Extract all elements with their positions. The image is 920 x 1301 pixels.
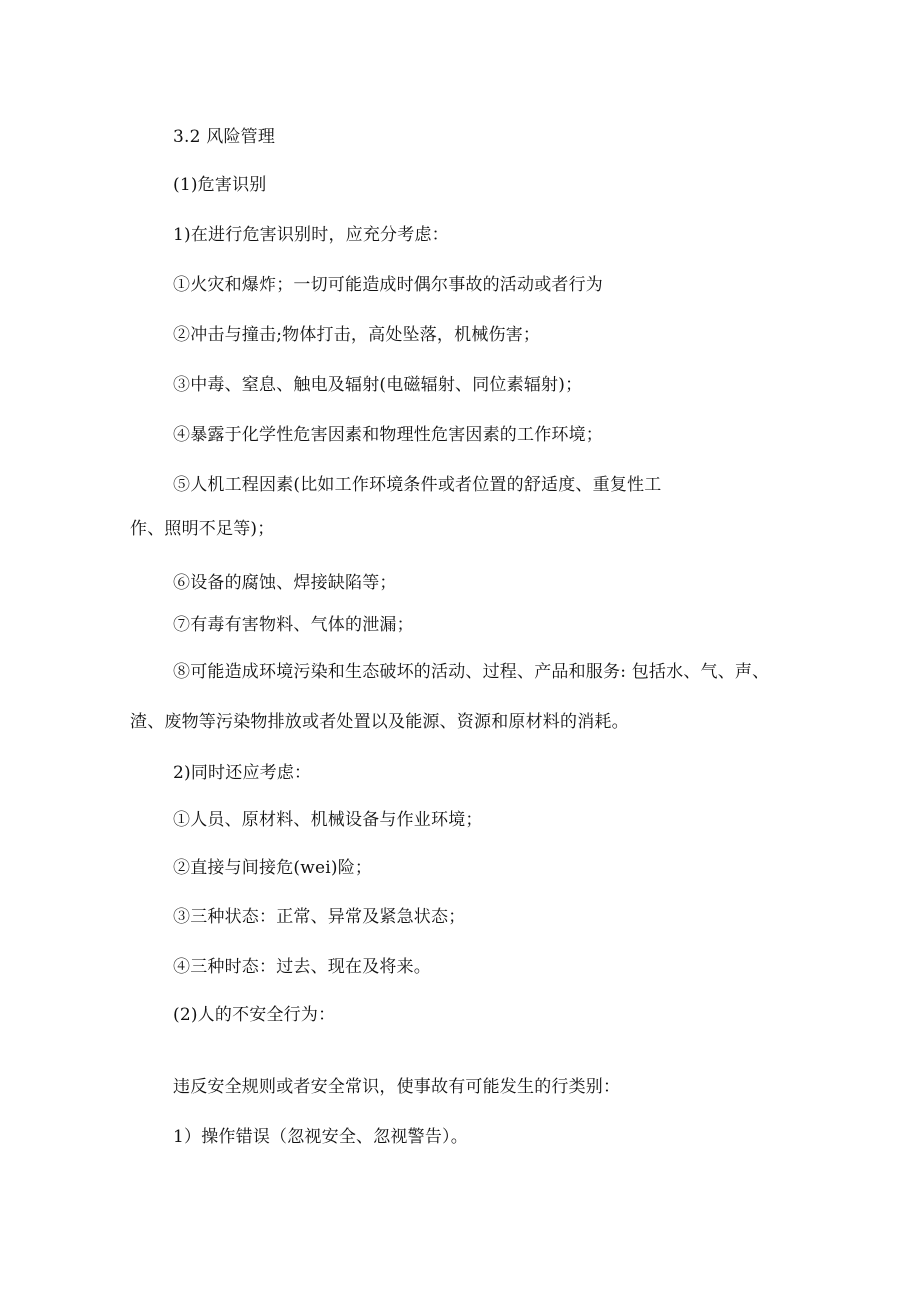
paragraph-line: 2)同时还应考虑： [173, 763, 312, 783]
list-item-continuation: 渣、废物等污染物排放或者处置以及能源、资源和原材料的消耗。 [130, 712, 629, 732]
list-item: ③三种状态：正常、异常及紧急状态； [173, 907, 466, 927]
subsection-heading: (2)人的不安全行为： [173, 1005, 336, 1025]
list-item: ④暴露于化学性危害因素和物理性危害因素的工作环境； [173, 425, 603, 445]
list-item: ②冲击与撞击;物体打击，高处坠落，机械伤害； [173, 325, 541, 345]
list-item: ②直接与间接危(wei)险； [173, 858, 373, 878]
section-heading: 3.2 风险管理 [173, 127, 276, 147]
list-item: ①火灾和爆炸；一切可能造成时偶尔事故的活动或者行为 [173, 275, 603, 295]
paragraph-line: 违反安全规则或者安全常识，使事故有可能发生的行类别： [173, 1077, 621, 1097]
list-item-continuation: 作、照明不足等)； [130, 519, 275, 539]
list-item: ⑤人机工程因素(比如工作环境条件或者位置的舒适度、重复性工 [173, 475, 662, 495]
list-item: ⑧可能造成环境污染和生态破坏的活动、过程、产品和服务: 包括水、气、声、 [173, 662, 770, 682]
list-item: ⑦有毒有害物料、气体的泄漏； [173, 615, 414, 635]
list-item: ④三种时态：过去、现在及将来。 [173, 957, 431, 977]
paragraph-line: 1)在进行危害识别时，应充分考虑： [173, 225, 449, 245]
list-item: ①人员、原材料、机械设备与作业环境； [173, 810, 483, 830]
list-item: ⑥设备的腐蚀、焊接缺陷等； [173, 573, 397, 593]
paragraph-line: 1）操作错误（忽视安全、忽视警告）。 [173, 1127, 468, 1147]
subsection-heading: (1)危害识别 [173, 175, 267, 195]
list-item: ③中毒、窒息、触电及辐射(电磁辐射、同位素辐射)； [173, 375, 583, 395]
